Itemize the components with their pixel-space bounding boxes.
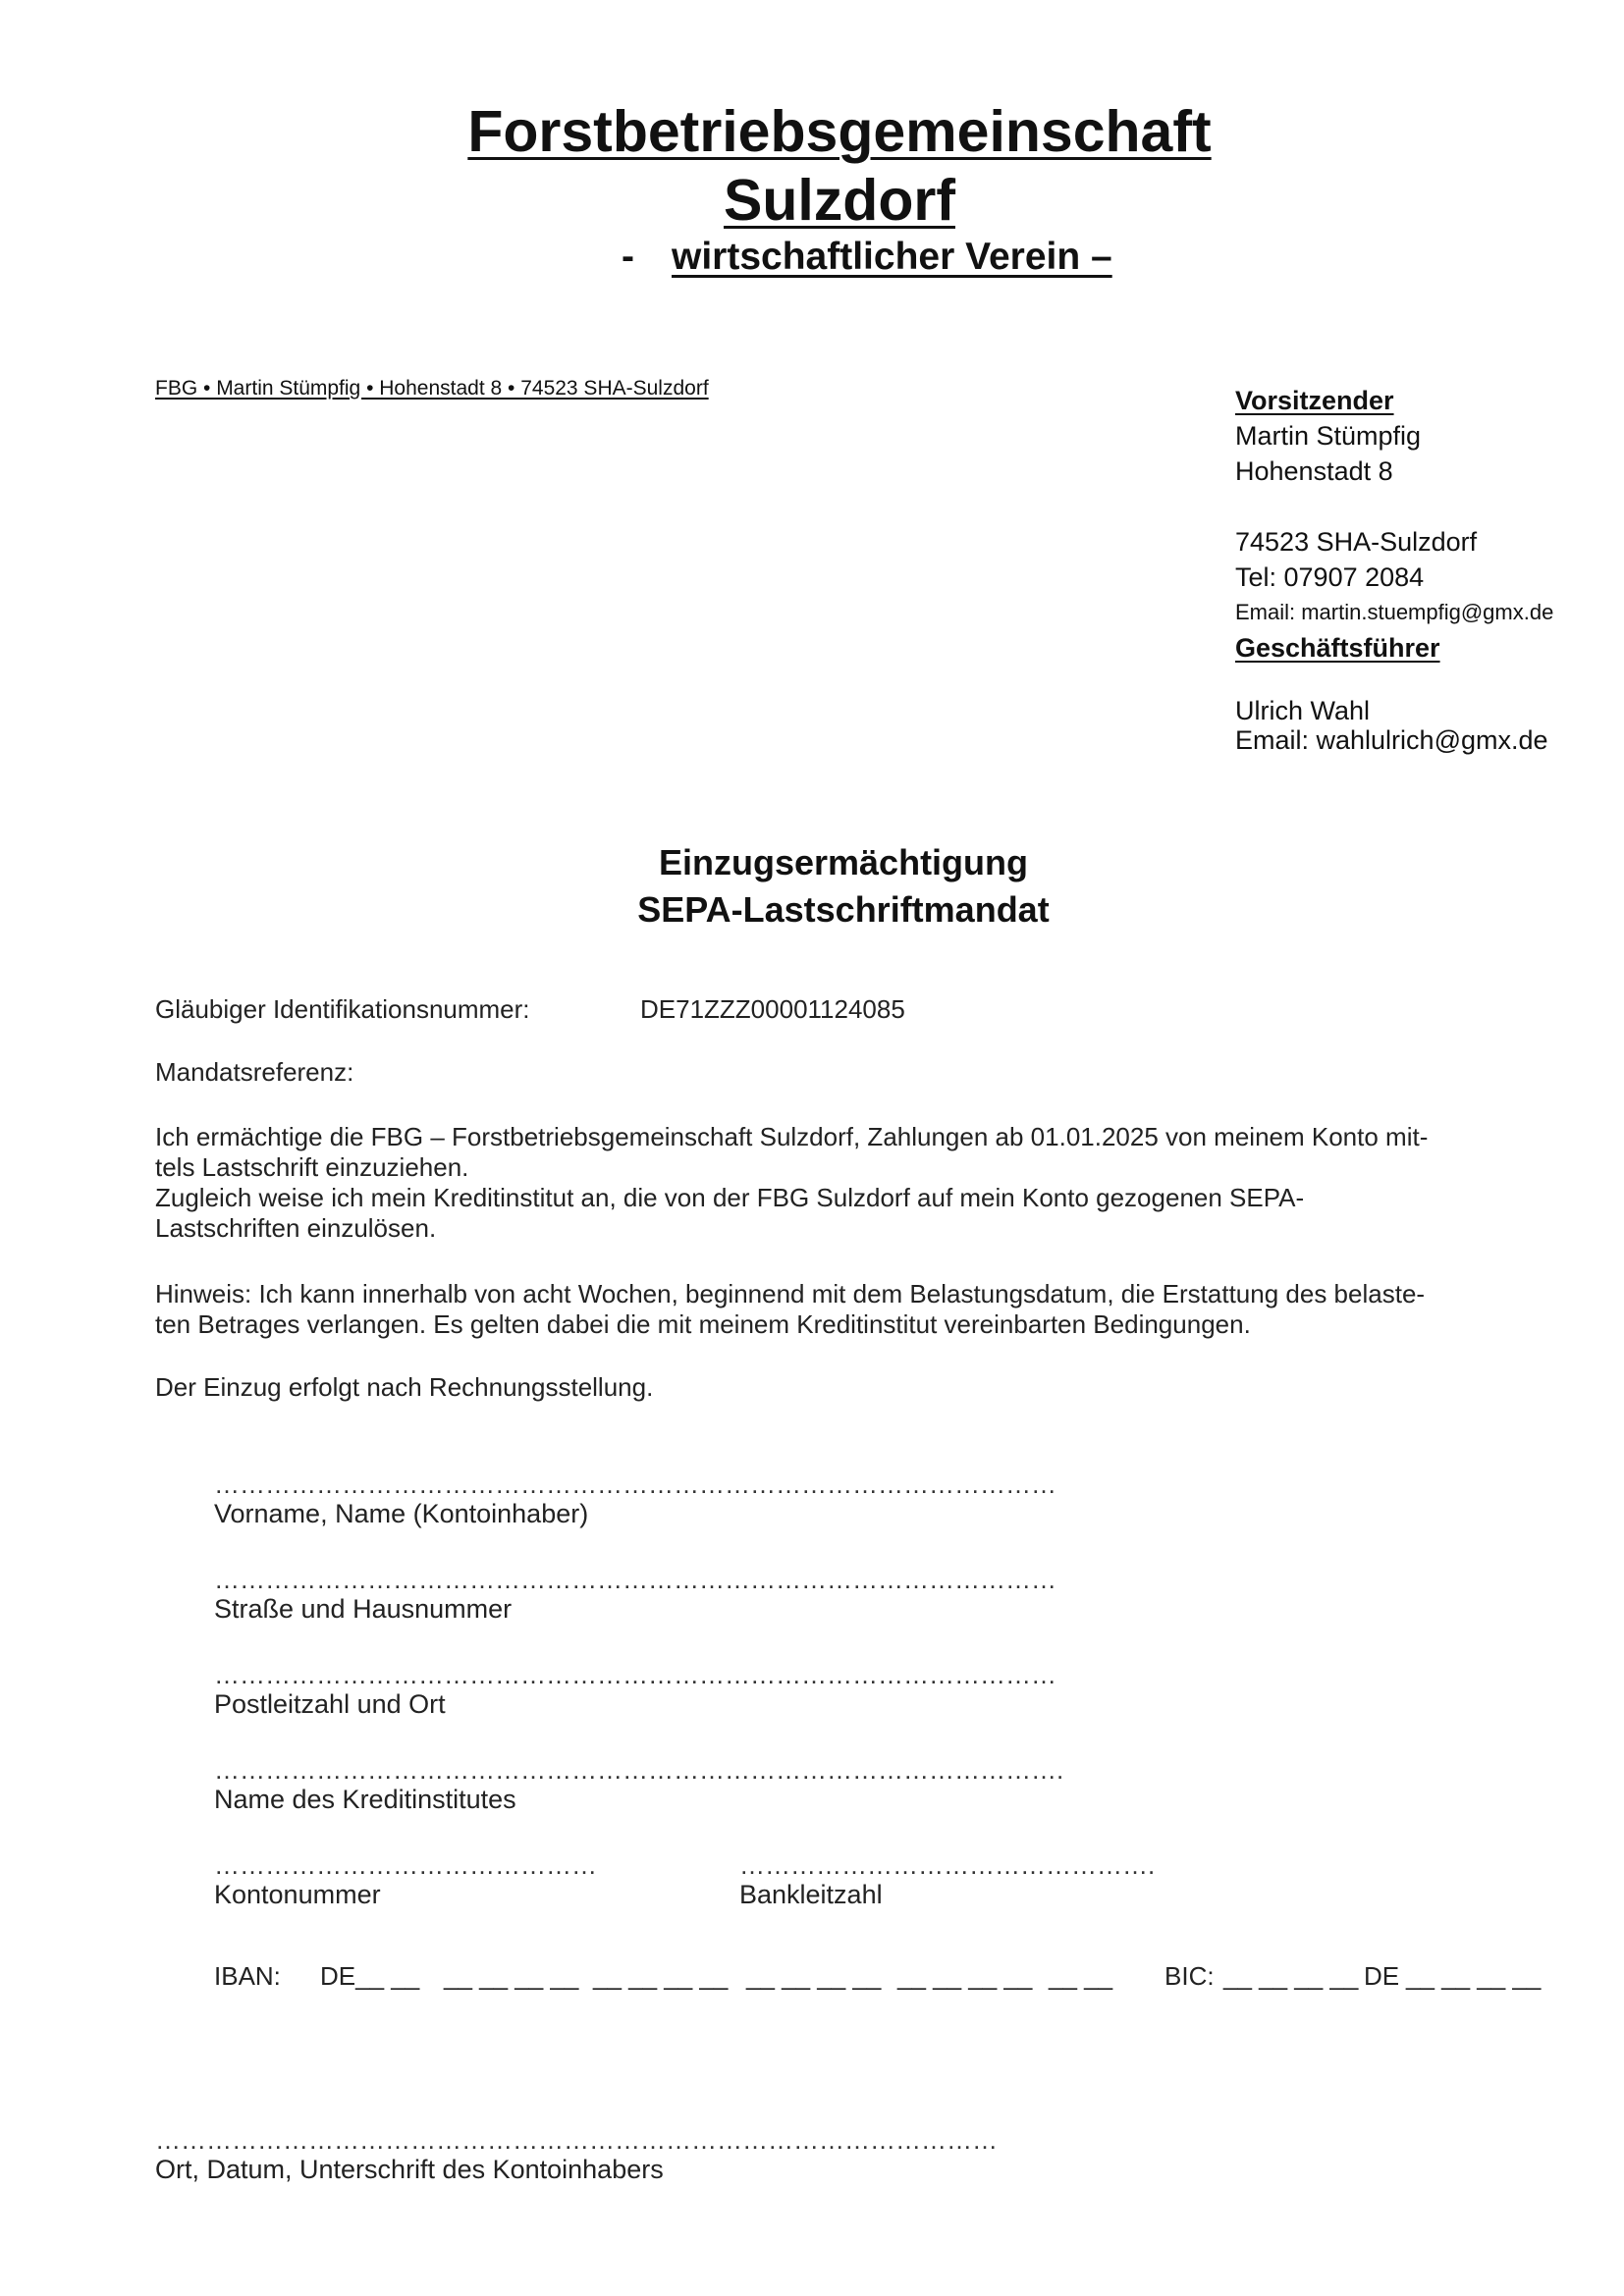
paragraph-line: Hinweis: Ich kann innerhalb von acht Wochen, beginnend mit dem Belastungsdatum, die Erstattung des belaste- [155, 1279, 1426, 1308]
chair-phone: Tel: 07907 2084 [1235, 562, 1425, 592]
contact-block [1235, 383, 1553, 758]
bank-name-field-label: Name des Kreditinstitutes [214, 1785, 516, 1814]
sender-line: FBG • Martin Stümpfig • Hohenstadt 8 • 74523 SHA-Sulzdorf [155, 377, 709, 400]
paragraph-line: ten Betrages verlangen. Es gelten dabei die mit meinem Kreditinstitut vereinbarten Bedingungen. [155, 1309, 1251, 1339]
creditor-id-value: DE71ZZZ00001124085 [640, 994, 905, 1024]
chair-street: Hohenstadt 8 [1235, 456, 1393, 486]
street-field-label: Straße und Hausnummer [214, 1594, 513, 1624]
city-field-label: Postleitzahl und Ort [214, 1689, 446, 1719]
collection-note: Der Einzug erfolgt nach Rechnungsstellung. [155, 1372, 654, 1402]
manager-label: Geschäftsführer [1235, 633, 1440, 663]
doc-subtitle: SEPA-Lastschriftmandat [637, 889, 1050, 930]
iban-group-field[interactable]: __ __ __ __ [897, 1961, 1033, 1991]
bank-code-field[interactable]: …………………………………………. [739, 1850, 1156, 1880]
name-field-label: Vorname, Name (Kontoinhaber) [214, 1499, 589, 1528]
chair-name: Martin Stümpfig [1235, 421, 1422, 451]
mandate-reference-label: Mandatsreferenz: [155, 1057, 354, 1087]
manager-email: Email: wahlulrich@gmx.de [1235, 725, 1548, 755]
org-title-place: Sulzdorf [724, 168, 955, 233]
account-number-label: Kontonummer [214, 1880, 381, 1909]
iban-country-field[interactable]: DE__ __ [320, 1961, 420, 1991]
chair-label: Vorsitzender [1235, 386, 1394, 415]
notice-paragraph [155, 1279, 1425, 1340]
paragraph-line: Ich ermächtige die FBG – Forstbetriebsgemeinschaft Sulzdorf, Zahlungen ab 01.01.2025 von meinem Konto mit- [155, 1122, 1429, 1151]
bank-name-field[interactable]: ………………………………………………………………………………………. [214, 1755, 1064, 1785]
manager-name: Ulrich Wahl [1235, 696, 1371, 725]
street-field[interactable]: ……………………………………………………………………………………… [214, 1565, 1056, 1594]
signature-label: Ort, Datum, Unterschrift des Kontoinhabers [155, 2155, 664, 2184]
org-title: Forstbetriebsgemeinschaft [467, 99, 1212, 164]
doc-title: Einzugsermächtigung [658, 842, 1029, 882]
paragraph-line: Zugleich weise ich mein Kreditinstitut an, die von der FBG Sulzdorf auf mein Konto gezogenen SEPA- [155, 1183, 1305, 1212]
bic-field[interactable]: __ __ __ __ [1223, 1961, 1359, 1991]
iban-group-field[interactable]: __ __ __ __ [444, 1961, 579, 1991]
chair-email: Email: martin.stuempfig@gmx.de [1235, 600, 1554, 624]
bic-country: DE [1364, 1961, 1400, 1991]
city-field[interactable]: ……………………………………………………………………………………… [214, 1660, 1056, 1689]
authorization-paragraph [155, 1122, 1428, 1244]
chair-city: 74523 SHA-Sulzdorf [1235, 527, 1478, 557]
subtitle-dash: - [622, 236, 634, 278]
iban-label: IBAN: [214, 1961, 281, 1991]
bic-label: BIC: [1164, 1961, 1215, 1991]
bank-code-label: Bankleitzahl [739, 1880, 883, 1909]
paragraph-line: tels Lastschrift einzuziehen. [155, 1152, 469, 1182]
name-field[interactable]: ……………………………………………………………………………………… [214, 1469, 1056, 1499]
iban-group-field[interactable]: __ __ __ __ [593, 1961, 729, 1991]
account-number-field[interactable]: ……………………………………… [214, 1850, 597, 1880]
iban-group-field[interactable]: __ __ [1049, 1961, 1113, 1991]
signature-field[interactable]: ……………………………………………………………………………………… [155, 2125, 998, 2155]
iban-group-field[interactable]: __ __ __ __ [746, 1961, 882, 1991]
org-subtitle: wirtschaftlicher Verein – [672, 236, 1112, 278]
paragraph-line: Lastschriften einzulösen. [155, 1213, 437, 1243]
creditor-id-label: Gläubiger Identifikationsnummer: [155, 994, 530, 1024]
bic-field-2[interactable]: __ __ __ __ [1406, 1961, 1542, 1991]
